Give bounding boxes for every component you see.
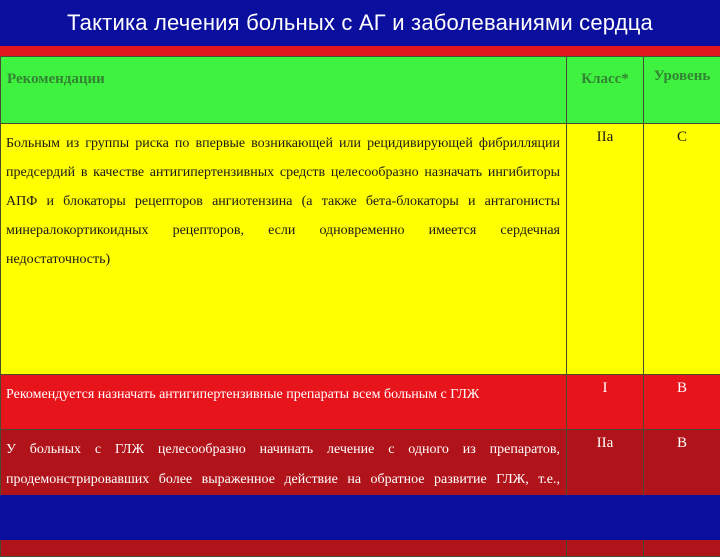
class-value: IIa bbox=[567, 124, 643, 146]
recommendation-cell bbox=[1, 124, 567, 375]
class-cell bbox=[567, 124, 644, 375]
level-value: B bbox=[644, 430, 720, 452]
recommendation-cell bbox=[1, 375, 567, 430]
table-row bbox=[1, 124, 720, 375]
header-class-cell bbox=[567, 57, 644, 124]
header-grade: Уровень bbox=[644, 57, 720, 91]
level-cell bbox=[644, 375, 720, 430]
header-recommendation: Рекомендации bbox=[1, 57, 566, 88]
class-cell bbox=[567, 375, 644, 430]
recommendation-text: Больным из группы риска по впервые возникающей или рецидивирующей фибрилляции предсердий в качестве антигипертензивных средств целесообразно назначать ингибиторы АПФ и блокаторы рецепторов ангиотензина (а также бета-блокаторы и антагонисты минералокортикоидных рецепторов, если одновременно имеется сердечная недостаточность) bbox=[1, 124, 566, 274]
class-value: I bbox=[567, 375, 643, 397]
level-cell bbox=[644, 124, 720, 375]
recommendations-table bbox=[0, 56, 720, 557]
accent-stripe bbox=[0, 46, 720, 56]
table-row bbox=[1, 375, 720, 430]
recommendation-text: Рекомендуется назначать антигипертензивные препараты всем больным с ГЛЖ bbox=[1, 375, 566, 410]
header-recommendation-cell bbox=[1, 57, 567, 124]
recommendation-text: У больных с ГЛЖ целесообразно начинать лечение с одного из препаратов, продемонстрировавших более выраженное действие на обратное развитие ГЛЖ, т.е., bbox=[1, 430, 566, 525]
bottom-band bbox=[0, 495, 720, 540]
table-header-row bbox=[1, 57, 720, 124]
header-class: Класс* bbox=[567, 57, 643, 88]
slide-title: Тактика лечения больных с АГ и заболеваниями сердца bbox=[0, 0, 720, 46]
level-value: B bbox=[644, 375, 720, 397]
header-grade-cell bbox=[644, 57, 720, 124]
class-value: IIa bbox=[567, 430, 643, 452]
level-value: C bbox=[644, 124, 720, 146]
